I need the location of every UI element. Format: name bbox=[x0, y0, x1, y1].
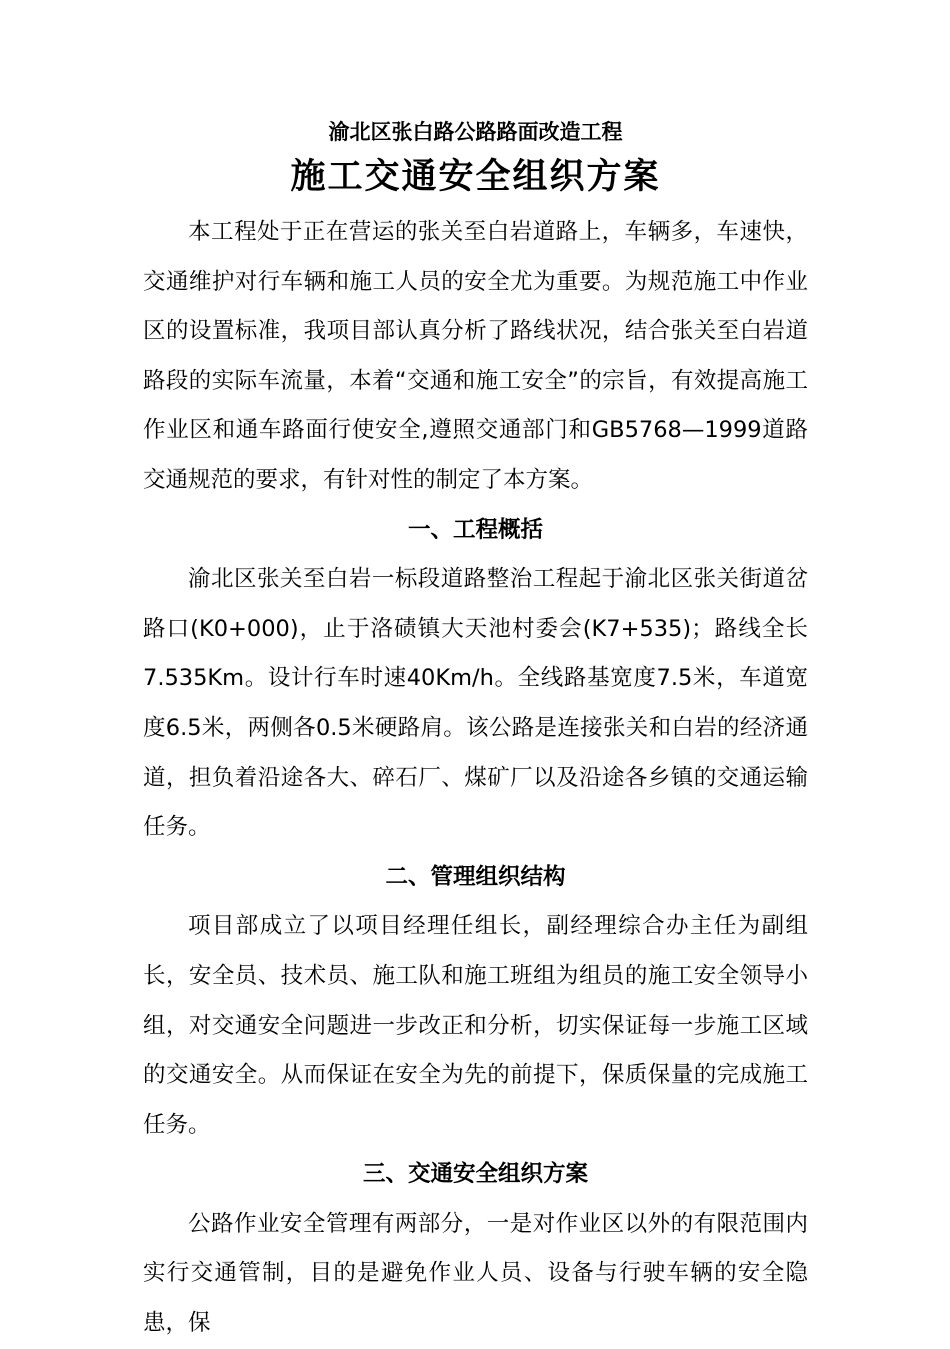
document-title-main: 施工交通安全组织方案 bbox=[290, 157, 661, 197]
section-body-traffic-plan: 公路作业安全管理有两部分，一是对作业区以外的有限范围内实行交通管制，目的是避免作业人员、设备与行驶车辆的安全隐患，保 bbox=[143, 1210, 808, 1337]
intro-paragraph: 本工程处于正在营运的张关至白岩道路上，车辆多，车速快，交通维护对行车辆和施工人员的安全尤为重要。为规范施工中作业区的设置标准，我项目部认真分析了路线状况，结合张关至白岩道路段的实际车流量，本着“交通和施工安全”的宗旨，有效提高施工作业区和通车路面行使安全,遵照交通部门和GB5768—1999道路交通规范的要求，有针对性的制定了本方案。 bbox=[143, 219, 808, 493]
section-heading-traffic-plan: 三、交通安全组织方案 bbox=[362, 1161, 588, 1188]
section-body-organization: 项目部成立了以项目经理任组长，副经理综合办主任为副组长，安全员、技术员、施工队和施工班组为组员的施工安全领导小组，对交通安全问题进一步改正和分析，切实保证每一步施工区域的交通安全。从而保证在安全为先的前提下，保质保量的完成施工任务。 bbox=[143, 913, 808, 1138]
document-content bbox=[143, 114, 808, 1349]
section-heading-overview: 一、工程概括 bbox=[407, 516, 543, 543]
section-heading-organization: 二、管理组织结构 bbox=[385, 863, 566, 890]
section-body-overview: 渝北区张关至白岩一标段道路整治工程起于渝北区张关街道岔路口(K0+000)，止于洛碛镇大天池村委会(K7+535)；路线全长7.535Km。设计行车时速40Km/h。全线路基宽度7.5米，车道宽度6.5米，两侧各0.5米硬路肩。该公路是连接张关和白岩的经济通道，担负着沿途各大、碎石厂、煤矿厂以及沿途各乡镇的交通运输任务。 bbox=[143, 566, 808, 841]
document-title-project: 渝北区张白路公路路面改造工程 bbox=[328, 120, 623, 144]
